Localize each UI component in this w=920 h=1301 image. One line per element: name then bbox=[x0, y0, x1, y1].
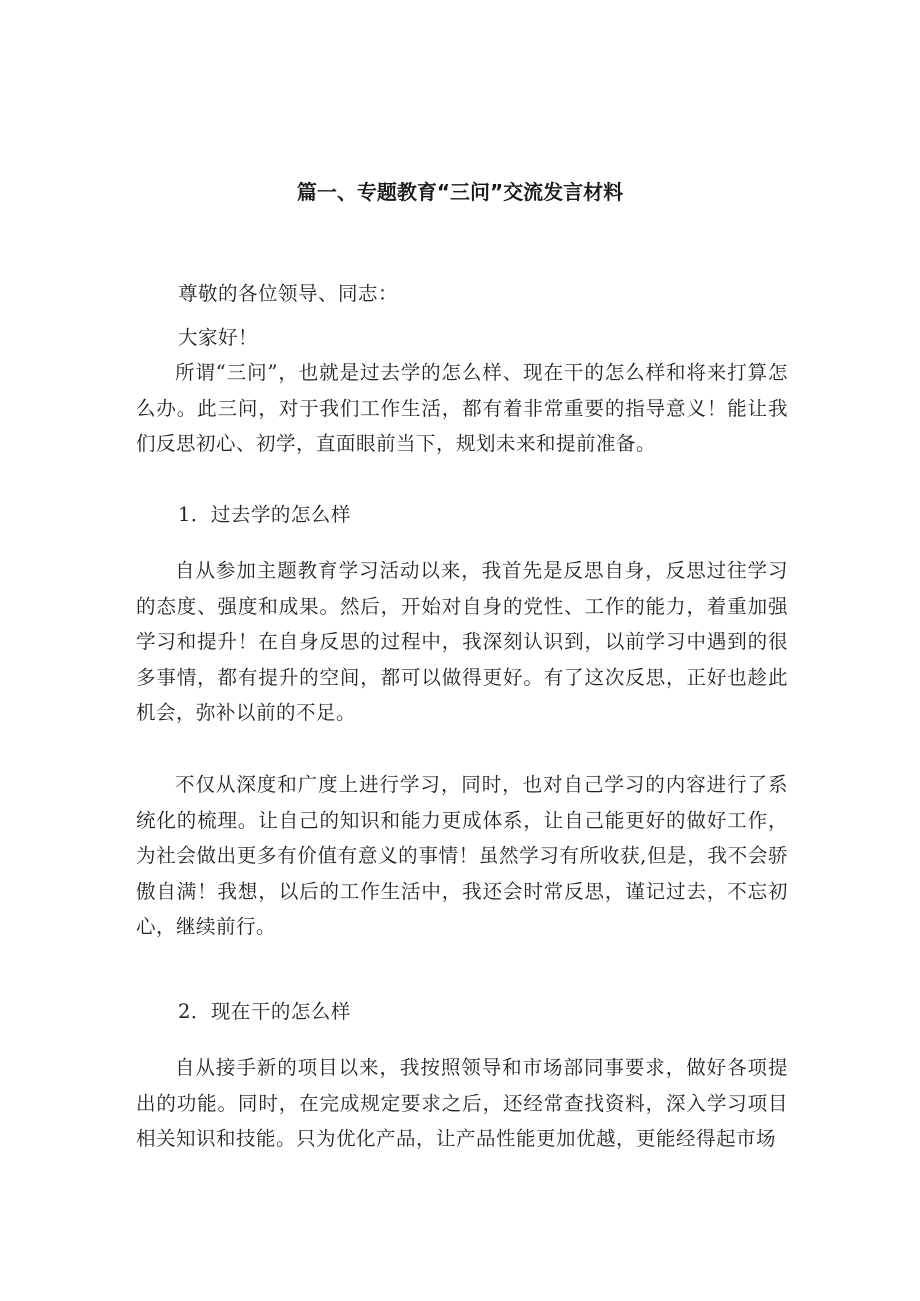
section-1-paragraph-2-text: 不仅从深度和广度上进行学习，同时，也对自己学习的内容进行了系统化的梳理。让自己的知识和能力更成体系，让自己能更好的做好工作，为社会做出更多有价值有意义的事情！虽然学习有所收获,但是，我不会骄傲自满！我想，以后的工作生活中，我还会时常反思，谨记过去，不忘初心，继续前行。 bbox=[136, 773, 788, 939]
intro-paragraph bbox=[136, 355, 788, 462]
document-title: 篇一、专题教育“三问”交流发言材料 bbox=[296, 180, 624, 204]
section-1-paragraph-1-text: 自从参加主题教育学习活动以来，我首先是反思自身，反思过往学习的态度、强度和成果。然后，开始对自身的党性、工作的能力，着重加强学习和提升！在自身反思的过程中，我深刻认识到，以前学习中遇到的很多事情，都有提升的空间，都可以做得更好。有了这次反思，正好也趁此机会，弥补以前的不足。 bbox=[136, 559, 788, 725]
section-2-heading: 2．现在干的怎么样 bbox=[178, 1000, 351, 1023]
section-2-paragraph-1-text: 自从接手新的项目以来，我按照领导和市场部同事要求，做好各项提出的功能。同时，在完成规定要求之后，还经常查找资料，深入学习项目相关知识和技能。只为优化产品，让产品性能更加优越，更能经得起市场 bbox=[136, 1056, 788, 1151]
greeting: 大家好！ bbox=[178, 326, 259, 349]
section-1-paragraph-1 bbox=[136, 553, 788, 731]
salutation: 尊敬的各位领导、同志： bbox=[178, 282, 399, 305]
section-2-paragraph-1 bbox=[136, 1050, 788, 1157]
intro-text: 所谓“三问”，也就是过去学的怎么样、现在干的怎么样和将来打算怎么办。此三问，对于我们工作生活，都有着非常重要的指导意义！能让我们反思初心、初学，直面眼前当下，规划未来和提前准备。 bbox=[136, 361, 788, 456]
section-1-heading: 1．过去学的怎么样 bbox=[178, 503, 351, 526]
section-1-paragraph-2 bbox=[136, 767, 788, 945]
